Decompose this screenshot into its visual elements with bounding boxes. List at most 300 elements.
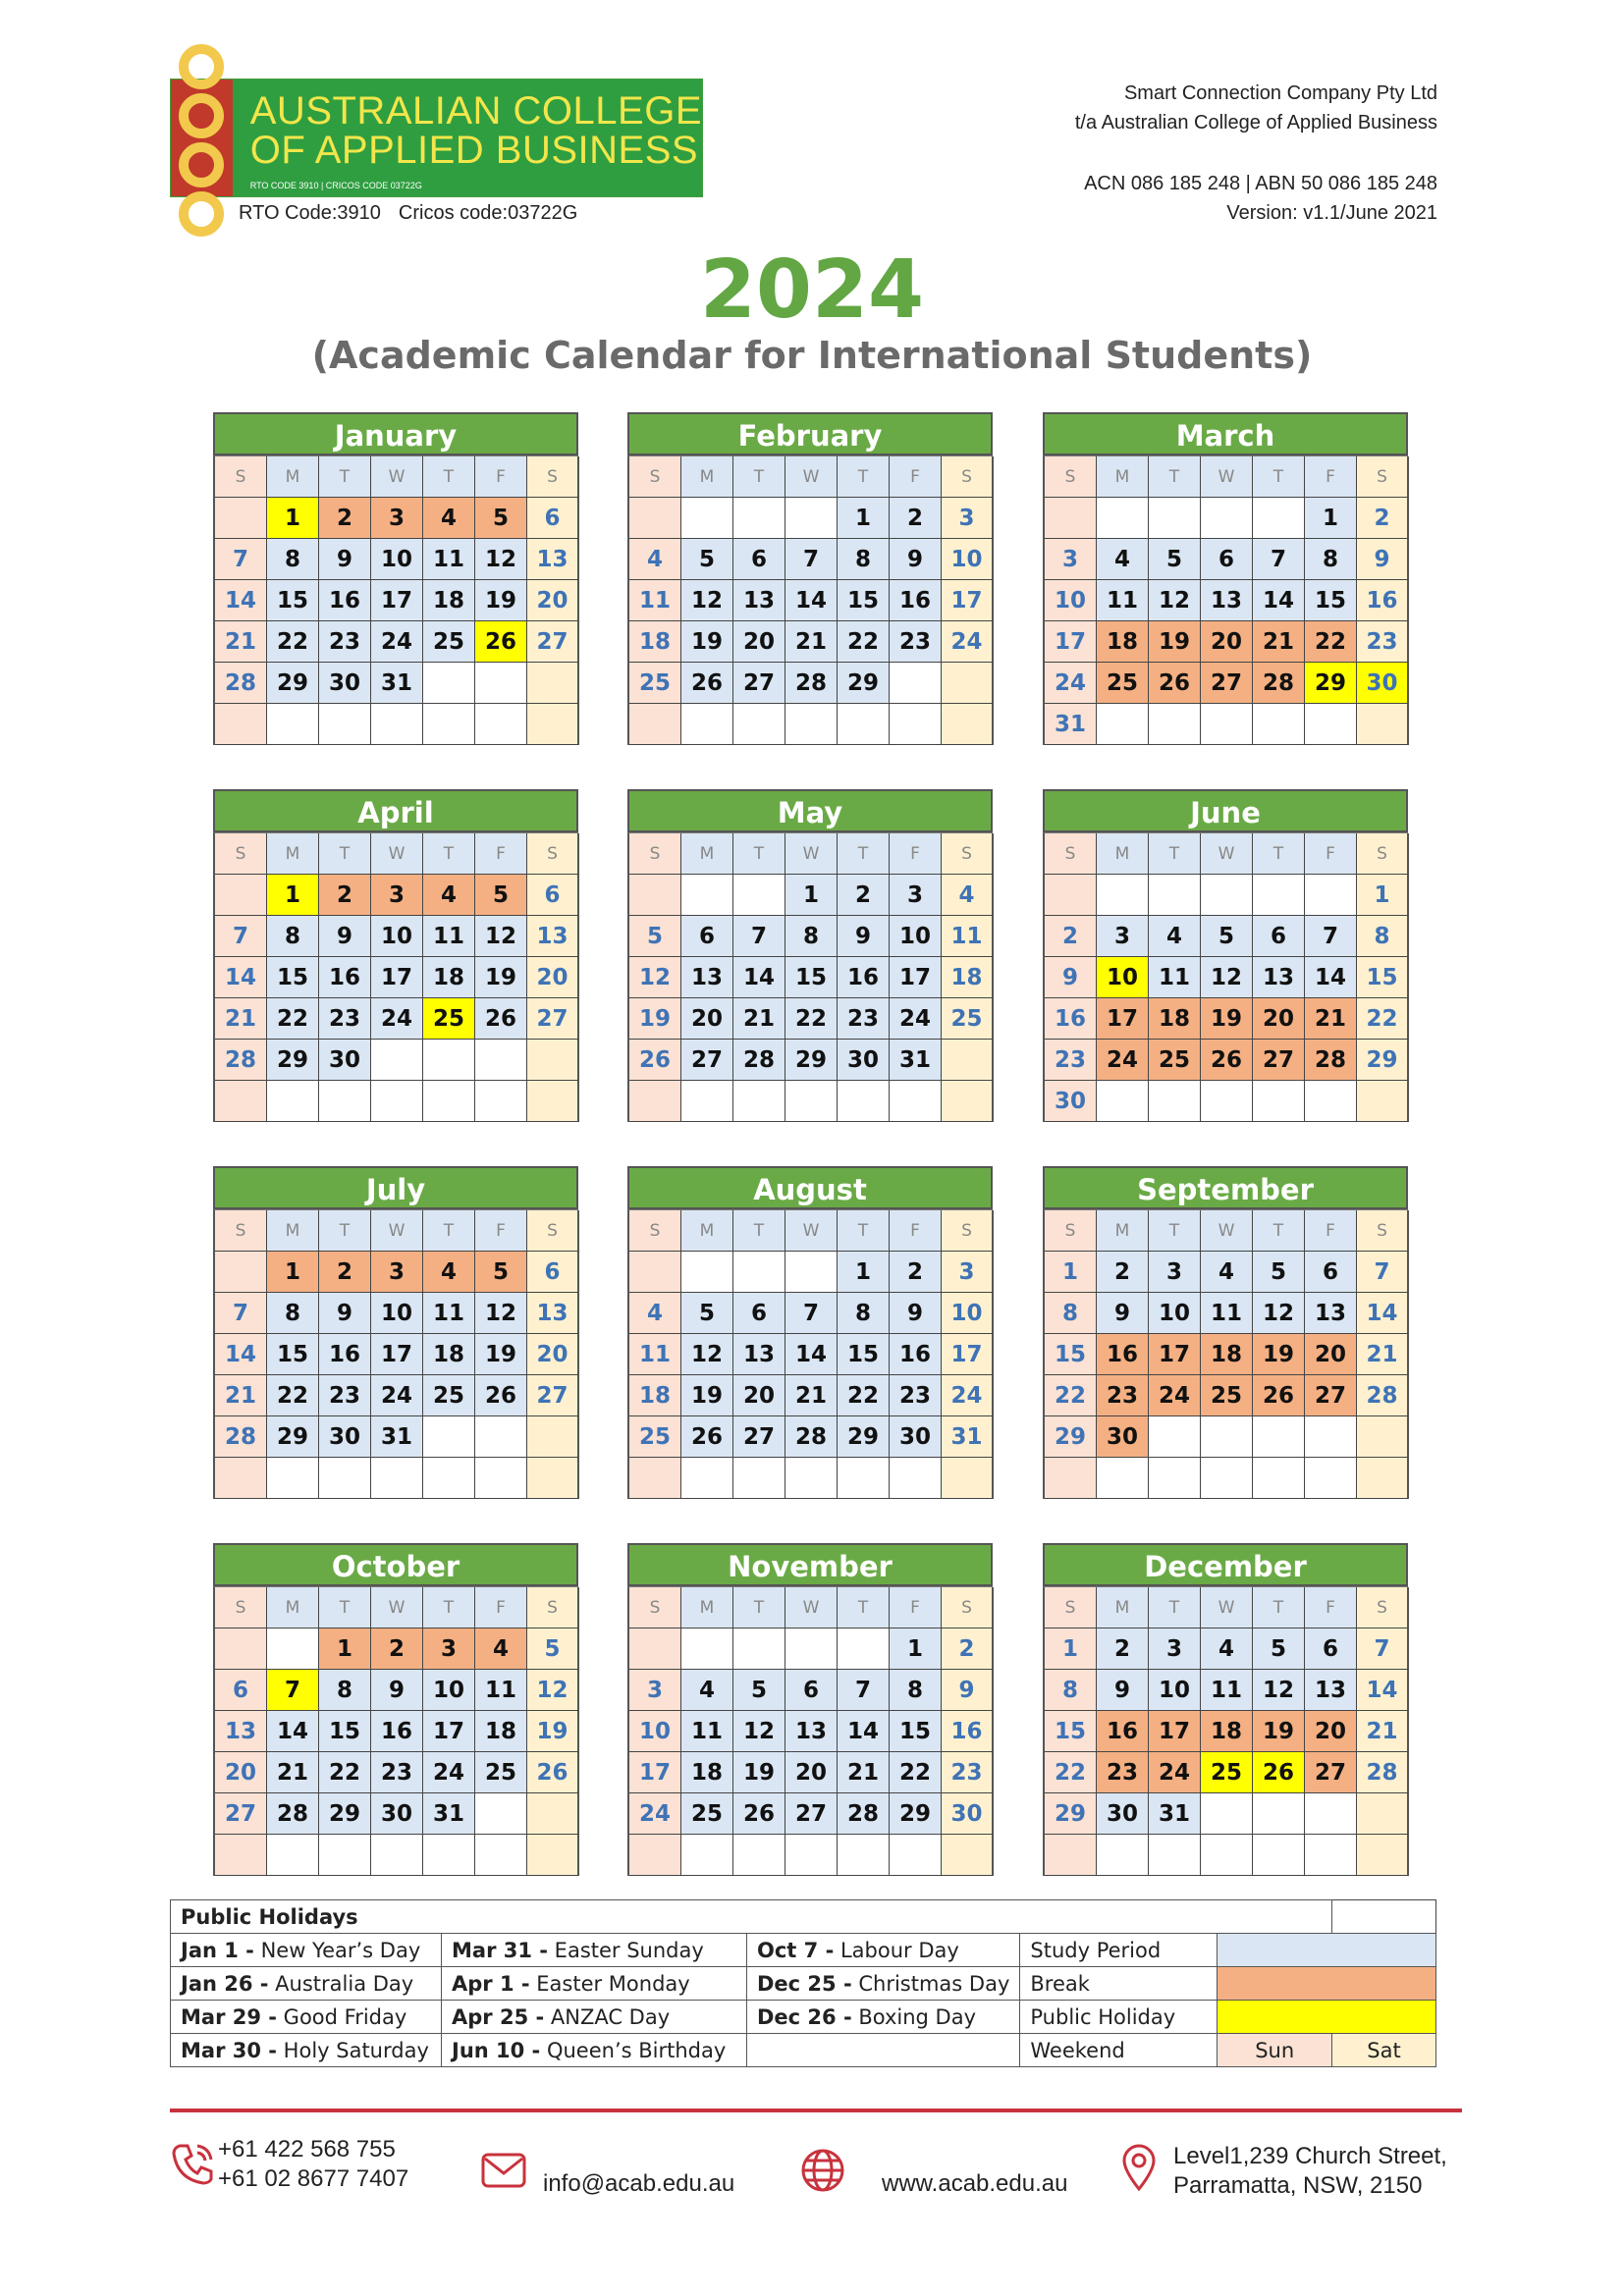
empty-cell	[1149, 1458, 1201, 1499]
day-cell: 30	[319, 663, 371, 704]
day-cell: 20	[681, 998, 733, 1040]
day-cell: 6	[1305, 1252, 1357, 1293]
empty-cell	[1045, 875, 1097, 916]
weekday-header: S	[215, 456, 267, 498]
day-cell: 28	[733, 1040, 785, 1081]
day-cell: 25	[423, 1375, 475, 1416]
empty-cell	[215, 1458, 267, 1499]
day-cell: 18	[1201, 1334, 1253, 1375]
weekday-header: S	[1045, 1587, 1097, 1629]
day-cell: 8	[838, 1293, 890, 1334]
day-cell: 12	[733, 1711, 785, 1752]
empty-cell	[838, 1458, 890, 1499]
weekday-header: W	[371, 1210, 423, 1252]
empty-cell	[838, 1835, 890, 1876]
empty-cell	[1357, 1081, 1409, 1122]
day-cell: 2	[319, 875, 371, 916]
day-cell: 24	[890, 998, 942, 1040]
day-cell: 9	[1045, 957, 1097, 998]
empty-cell	[1149, 875, 1201, 916]
day-cell: 16	[319, 1334, 371, 1375]
day-cell: 25	[1201, 1375, 1253, 1416]
weekday-header: M	[1097, 1210, 1149, 1252]
day-cell: 30	[838, 1040, 890, 1081]
day-cell: 29	[1305, 663, 1357, 704]
day-cell: 3	[1149, 1629, 1201, 1670]
empty-cell	[733, 1458, 785, 1499]
empty-cell	[319, 1081, 371, 1122]
day-cell: 18	[681, 1752, 733, 1793]
weekday-header: S	[527, 456, 579, 498]
weekday-header: S	[215, 1587, 267, 1629]
empty-cell	[629, 1835, 681, 1876]
weekday-header: M	[1097, 833, 1149, 875]
empty-cell	[681, 498, 733, 539]
day-cell: 20	[733, 1375, 785, 1416]
day-cell: 5	[1253, 1629, 1305, 1670]
holiday-entry: Dec 25 - Christmas Day	[747, 1967, 1020, 2001]
empty-cell	[267, 1458, 319, 1499]
empty-cell	[527, 1081, 579, 1122]
empty-cell	[527, 704, 579, 745]
legend-title: Public Holidays	[171, 1900, 1332, 1934]
day-cell: 18	[423, 957, 475, 998]
day-cell: 30	[1357, 663, 1409, 704]
empty-cell	[267, 1835, 319, 1876]
empty-cell	[371, 1040, 423, 1081]
day-cell: 22	[1305, 621, 1357, 663]
weekday-header: F	[1305, 1210, 1357, 1252]
address-line-2: Parramatta, NSW, 2150	[1173, 2172, 1423, 2199]
day-cell: 5	[1201, 916, 1253, 957]
weekday-header: W	[371, 833, 423, 875]
weekday-header: S	[1357, 1210, 1409, 1252]
day-cell: 26	[1253, 1375, 1305, 1416]
empty-cell	[527, 1040, 579, 1081]
empty-cell	[681, 1835, 733, 1876]
day-cell: 20	[1201, 621, 1253, 663]
weekday-header: W	[1201, 1210, 1253, 1252]
day-cell: 9	[319, 916, 371, 957]
day-cell: 28	[1357, 1375, 1409, 1416]
key-holiday-label: Public Holiday	[1020, 2001, 1218, 2034]
empty-cell	[215, 1835, 267, 1876]
day-cell: 31	[423, 1793, 475, 1835]
day-cell: 14	[1305, 957, 1357, 998]
empty-cell	[1253, 1835, 1305, 1876]
day-cell: 24	[1149, 1752, 1201, 1793]
empty-cell	[371, 1835, 423, 1876]
day-cell: 18	[629, 1375, 681, 1416]
day-cell: 20	[527, 580, 579, 621]
day-cell: 8	[319, 1670, 371, 1711]
weekday-header: S	[942, 833, 994, 875]
day-cell: 18	[1201, 1711, 1253, 1752]
day-cell: 6	[733, 539, 785, 580]
day-cell: 16	[1045, 998, 1097, 1040]
day-cell: 25	[423, 998, 475, 1040]
day-cell: 27	[215, 1793, 267, 1835]
empty-cell	[785, 1835, 838, 1876]
day-cell: 5	[733, 1670, 785, 1711]
day-cell: 14	[215, 957, 267, 998]
day-cell: 21	[1253, 621, 1305, 663]
day-cell: 14	[838, 1711, 890, 1752]
day-cell: 10	[942, 1293, 994, 1334]
day-cell: 17	[371, 580, 423, 621]
day-cell: 10	[1149, 1293, 1201, 1334]
day-cell: 24	[942, 1375, 994, 1416]
weekday-header: S	[1357, 456, 1409, 498]
empty-cell	[629, 875, 681, 916]
weekday-header: T	[1149, 833, 1201, 875]
weekday-header: S	[629, 456, 681, 498]
day-cell: 22	[1045, 1375, 1097, 1416]
empty-cell	[733, 498, 785, 539]
month-title: April	[213, 789, 578, 832]
day-cell: 21	[1357, 1334, 1409, 1375]
weekday-header: F	[890, 833, 942, 875]
day-cell: 6	[681, 916, 733, 957]
month-february	[627, 412, 993, 745]
empty-cell	[1201, 1416, 1253, 1458]
weekday-header: T	[1253, 1587, 1305, 1629]
month-title: November	[627, 1543, 993, 1586]
day-cell: 4	[423, 1252, 475, 1293]
month-grid	[1043, 1586, 1408, 1876]
day-cell: 4	[1201, 1252, 1253, 1293]
day-cell: 12	[475, 539, 527, 580]
day-cell: 29	[1045, 1416, 1097, 1458]
day-cell: 5	[1253, 1252, 1305, 1293]
day-cell: 5	[1149, 539, 1201, 580]
weekday-header: S	[942, 1587, 994, 1629]
weekday-header: T	[838, 833, 890, 875]
empty-cell	[733, 1835, 785, 1876]
day-cell: 17	[942, 580, 994, 621]
day-cell: 16	[1357, 580, 1409, 621]
empty-cell	[1201, 1793, 1253, 1835]
empty-cell	[475, 704, 527, 745]
day-cell: 26	[527, 1752, 579, 1793]
company-name: Smart Connection Company Pty Ltd	[1123, 82, 1437, 104]
day-cell: 21	[267, 1752, 319, 1793]
day-cell: 6	[215, 1670, 267, 1711]
weekday-header: T	[1149, 1210, 1201, 1252]
weekday-header: T	[733, 833, 785, 875]
day-cell: 15	[1045, 1711, 1097, 1752]
empty-cell	[1305, 1081, 1357, 1122]
day-cell: 27	[527, 998, 579, 1040]
weekday-header: S	[215, 833, 267, 875]
weekday-header: F	[1305, 1587, 1357, 1629]
email-icon	[481, 2153, 526, 2188]
logo-mark	[171, 80, 233, 196]
day-cell: 8	[267, 539, 319, 580]
day-cell: 24	[371, 1375, 423, 1416]
weekday-header: F	[475, 1587, 527, 1629]
day-cell: 12	[681, 580, 733, 621]
day-cell: 9	[319, 539, 371, 580]
day-cell: 18	[423, 580, 475, 621]
day-cell: 7	[215, 1293, 267, 1334]
key-break-swatch	[1218, 1967, 1436, 2001]
day-cell: 23	[942, 1752, 994, 1793]
day-cell: 1	[267, 1252, 319, 1293]
day-cell: 30	[1045, 1081, 1097, 1122]
day-cell: 26	[1253, 1752, 1305, 1793]
day-cell: 23	[371, 1752, 423, 1793]
weekday-header: W	[785, 456, 838, 498]
empty-cell	[1097, 1458, 1149, 1499]
day-cell: 24	[1149, 1375, 1201, 1416]
empty-cell	[1149, 498, 1201, 539]
day-cell: 27	[733, 1416, 785, 1458]
day-cell: 21	[215, 998, 267, 1040]
empty-cell	[1253, 498, 1305, 539]
day-cell: 27	[681, 1040, 733, 1081]
day-cell: 1	[785, 875, 838, 916]
empty-cell	[681, 704, 733, 745]
weekday-header: S	[629, 833, 681, 875]
day-cell: 12	[1253, 1670, 1305, 1711]
day-cell: 7	[215, 539, 267, 580]
day-cell: 13	[681, 957, 733, 998]
empty-cell	[371, 1458, 423, 1499]
day-cell: 10	[371, 916, 423, 957]
day-cell: 17	[371, 957, 423, 998]
day-cell: 29	[1045, 1793, 1097, 1835]
day-cell: 5	[475, 1252, 527, 1293]
day-cell: 17	[942, 1334, 994, 1375]
day-cell: 22	[319, 1752, 371, 1793]
empty-cell	[1305, 1835, 1357, 1876]
empty-cell	[215, 1252, 267, 1293]
empty-cell	[785, 498, 838, 539]
page-subtitle: (Academic Calendar for International Students)	[311, 334, 1313, 377]
day-cell: 31	[942, 1416, 994, 1458]
month-grid	[213, 832, 578, 1122]
address-line-1: Level1,239 Church Street,	[1173, 2143, 1447, 2169]
day-cell: 5	[629, 916, 681, 957]
version: Version: v1.1/June 2021	[1226, 202, 1437, 224]
day-cell: 1	[1357, 875, 1409, 916]
day-cell: 1	[267, 498, 319, 539]
month-grid	[1043, 455, 1408, 745]
day-cell: 23	[1097, 1752, 1149, 1793]
empty-cell	[785, 1629, 838, 1670]
day-cell: 8	[267, 916, 319, 957]
day-cell: 31	[890, 1040, 942, 1081]
day-cell: 11	[629, 580, 681, 621]
day-cell: 24	[423, 1752, 475, 1793]
weekday-header: T	[1253, 456, 1305, 498]
empty-cell	[942, 1835, 994, 1876]
empty-cell	[1305, 875, 1357, 916]
weekday-header: T	[733, 1587, 785, 1629]
empty-cell	[423, 1081, 475, 1122]
empty-cell	[785, 1081, 838, 1122]
day-cell: 15	[838, 580, 890, 621]
weekday-header: S	[1045, 456, 1097, 498]
empty-cell	[629, 1252, 681, 1293]
day-cell: 17	[1097, 998, 1149, 1040]
day-cell: 30	[890, 1416, 942, 1458]
month-title: December	[1043, 1543, 1408, 1586]
day-cell: 18	[629, 621, 681, 663]
day-cell: 2	[1097, 1252, 1149, 1293]
holiday-entry: Apr 25 - ANZAC Day	[442, 2001, 747, 2034]
empty-cell	[629, 498, 681, 539]
day-cell: 13	[1305, 1670, 1357, 1711]
footer-divider	[170, 2109, 1462, 2112]
empty-cell	[423, 1416, 475, 1458]
day-cell: 21	[733, 998, 785, 1040]
empty-cell	[785, 1252, 838, 1293]
empty-cell	[942, 1458, 994, 1499]
day-cell: 29	[838, 1416, 890, 1458]
empty-cell	[1253, 875, 1305, 916]
weekday-header: W	[785, 833, 838, 875]
empty-cell	[475, 1416, 527, 1458]
empty-cell	[1201, 1458, 1253, 1499]
phone-1[interactable]: +61 422 568 755	[218, 2136, 396, 2163]
day-cell: 8	[267, 1293, 319, 1334]
day-cell: 8	[890, 1670, 942, 1711]
day-cell: 3	[1149, 1252, 1201, 1293]
day-cell: 9	[371, 1670, 423, 1711]
rto-cricos-line	[239, 202, 577, 225]
empty-cell	[785, 704, 838, 745]
key-break-label: Break	[1020, 1967, 1218, 2001]
day-cell: 28	[215, 1040, 267, 1081]
day-cell: 30	[319, 1416, 371, 1458]
day-cell: 6	[1253, 916, 1305, 957]
weekday-header: M	[681, 456, 733, 498]
empty-cell	[1097, 704, 1149, 745]
key-study-label: Study Period	[1020, 1934, 1218, 1967]
day-cell: 20	[527, 1334, 579, 1375]
empty-cell	[267, 1081, 319, 1122]
weekday-header: M	[267, 1210, 319, 1252]
day-cell: 27	[733, 663, 785, 704]
weekday-header: M	[681, 1587, 733, 1629]
day-cell: 13	[527, 1293, 579, 1334]
day-cell: 20	[1253, 998, 1305, 1040]
day-cell: 23	[319, 621, 371, 663]
weekday-header: F	[475, 456, 527, 498]
day-cell: 26	[681, 1416, 733, 1458]
day-cell: 2	[1045, 916, 1097, 957]
day-cell: 7	[1305, 916, 1357, 957]
day-cell: 1	[1305, 498, 1357, 539]
weekday-header: W	[371, 456, 423, 498]
weekday-header: S	[527, 833, 579, 875]
day-cell: 27	[1305, 1752, 1357, 1793]
day-cell: 26	[681, 663, 733, 704]
empty-cell	[475, 1458, 527, 1499]
day-cell: 20	[733, 621, 785, 663]
weekday-header: T	[838, 1587, 890, 1629]
day-cell: 1	[267, 875, 319, 916]
weekday-header: M	[1097, 456, 1149, 498]
day-cell: 15	[838, 1334, 890, 1375]
day-cell: 28	[1253, 663, 1305, 704]
month-march	[1043, 412, 1408, 745]
month-title: June	[1043, 789, 1408, 832]
email-link[interactable]: info@acab.edu.au	[543, 2170, 735, 2197]
day-cell: 17	[1149, 1711, 1201, 1752]
day-cell: 9	[942, 1670, 994, 1711]
day-cell: 2	[371, 1629, 423, 1670]
day-cell: 16	[1097, 1334, 1149, 1375]
phone-2[interactable]: +61 02 8677 7407	[218, 2165, 409, 2192]
empty-cell	[681, 1458, 733, 1499]
empty-cell	[215, 704, 267, 745]
day-cell: 25	[1149, 1040, 1201, 1081]
day-cell: 4	[1149, 916, 1201, 957]
month-april	[213, 789, 578, 1122]
day-cell: 25	[423, 621, 475, 663]
day-cell: 14	[733, 957, 785, 998]
day-cell: 22	[1357, 998, 1409, 1040]
day-cell: 15	[785, 957, 838, 998]
empty-cell	[733, 1252, 785, 1293]
website-link[interactable]: www.acab.edu.au	[882, 2170, 1068, 2197]
empty-cell	[1149, 1081, 1201, 1122]
key-weekend-label: Weekend	[1020, 2034, 1218, 2067]
empty-cell	[267, 1629, 319, 1670]
day-cell: 12	[681, 1334, 733, 1375]
day-cell: 1	[838, 1252, 890, 1293]
day-cell: 13	[733, 580, 785, 621]
month-october	[213, 1543, 578, 1876]
day-cell: 28	[785, 663, 838, 704]
day-cell: 24	[371, 998, 423, 1040]
day-cell: 10	[423, 1670, 475, 1711]
day-cell: 29	[1357, 1040, 1409, 1081]
empty-cell	[681, 875, 733, 916]
day-cell: 3	[371, 498, 423, 539]
day-cell: 6	[733, 1293, 785, 1334]
day-cell: 21	[785, 1375, 838, 1416]
empty-cell	[629, 1081, 681, 1122]
month-november	[627, 1543, 993, 1876]
weekday-header: M	[267, 1587, 319, 1629]
day-cell: 3	[371, 875, 423, 916]
empty-cell	[838, 1081, 890, 1122]
day-cell: 29	[267, 1416, 319, 1458]
day-cell: 2	[890, 1252, 942, 1293]
day-cell: 3	[890, 875, 942, 916]
day-cell: 7	[785, 1293, 838, 1334]
empty-cell	[890, 1835, 942, 1876]
month-grid	[627, 832, 993, 1122]
empty-cell	[1201, 1081, 1253, 1122]
holiday-entry: Mar 29 - Good Friday	[171, 2001, 442, 2034]
day-cell: 5	[681, 539, 733, 580]
empty-cell	[1357, 704, 1409, 745]
empty-cell	[1045, 1458, 1097, 1499]
day-cell: 20	[215, 1752, 267, 1793]
empty-cell	[1097, 1835, 1149, 1876]
day-cell: 11	[423, 539, 475, 580]
empty-cell	[423, 1835, 475, 1876]
day-cell: 12	[1149, 580, 1201, 621]
holiday-entry: Apr 1 - Easter Monday	[442, 1967, 747, 2001]
empty-cell	[527, 1835, 579, 1876]
key-study-swatch	[1218, 1934, 1436, 1967]
